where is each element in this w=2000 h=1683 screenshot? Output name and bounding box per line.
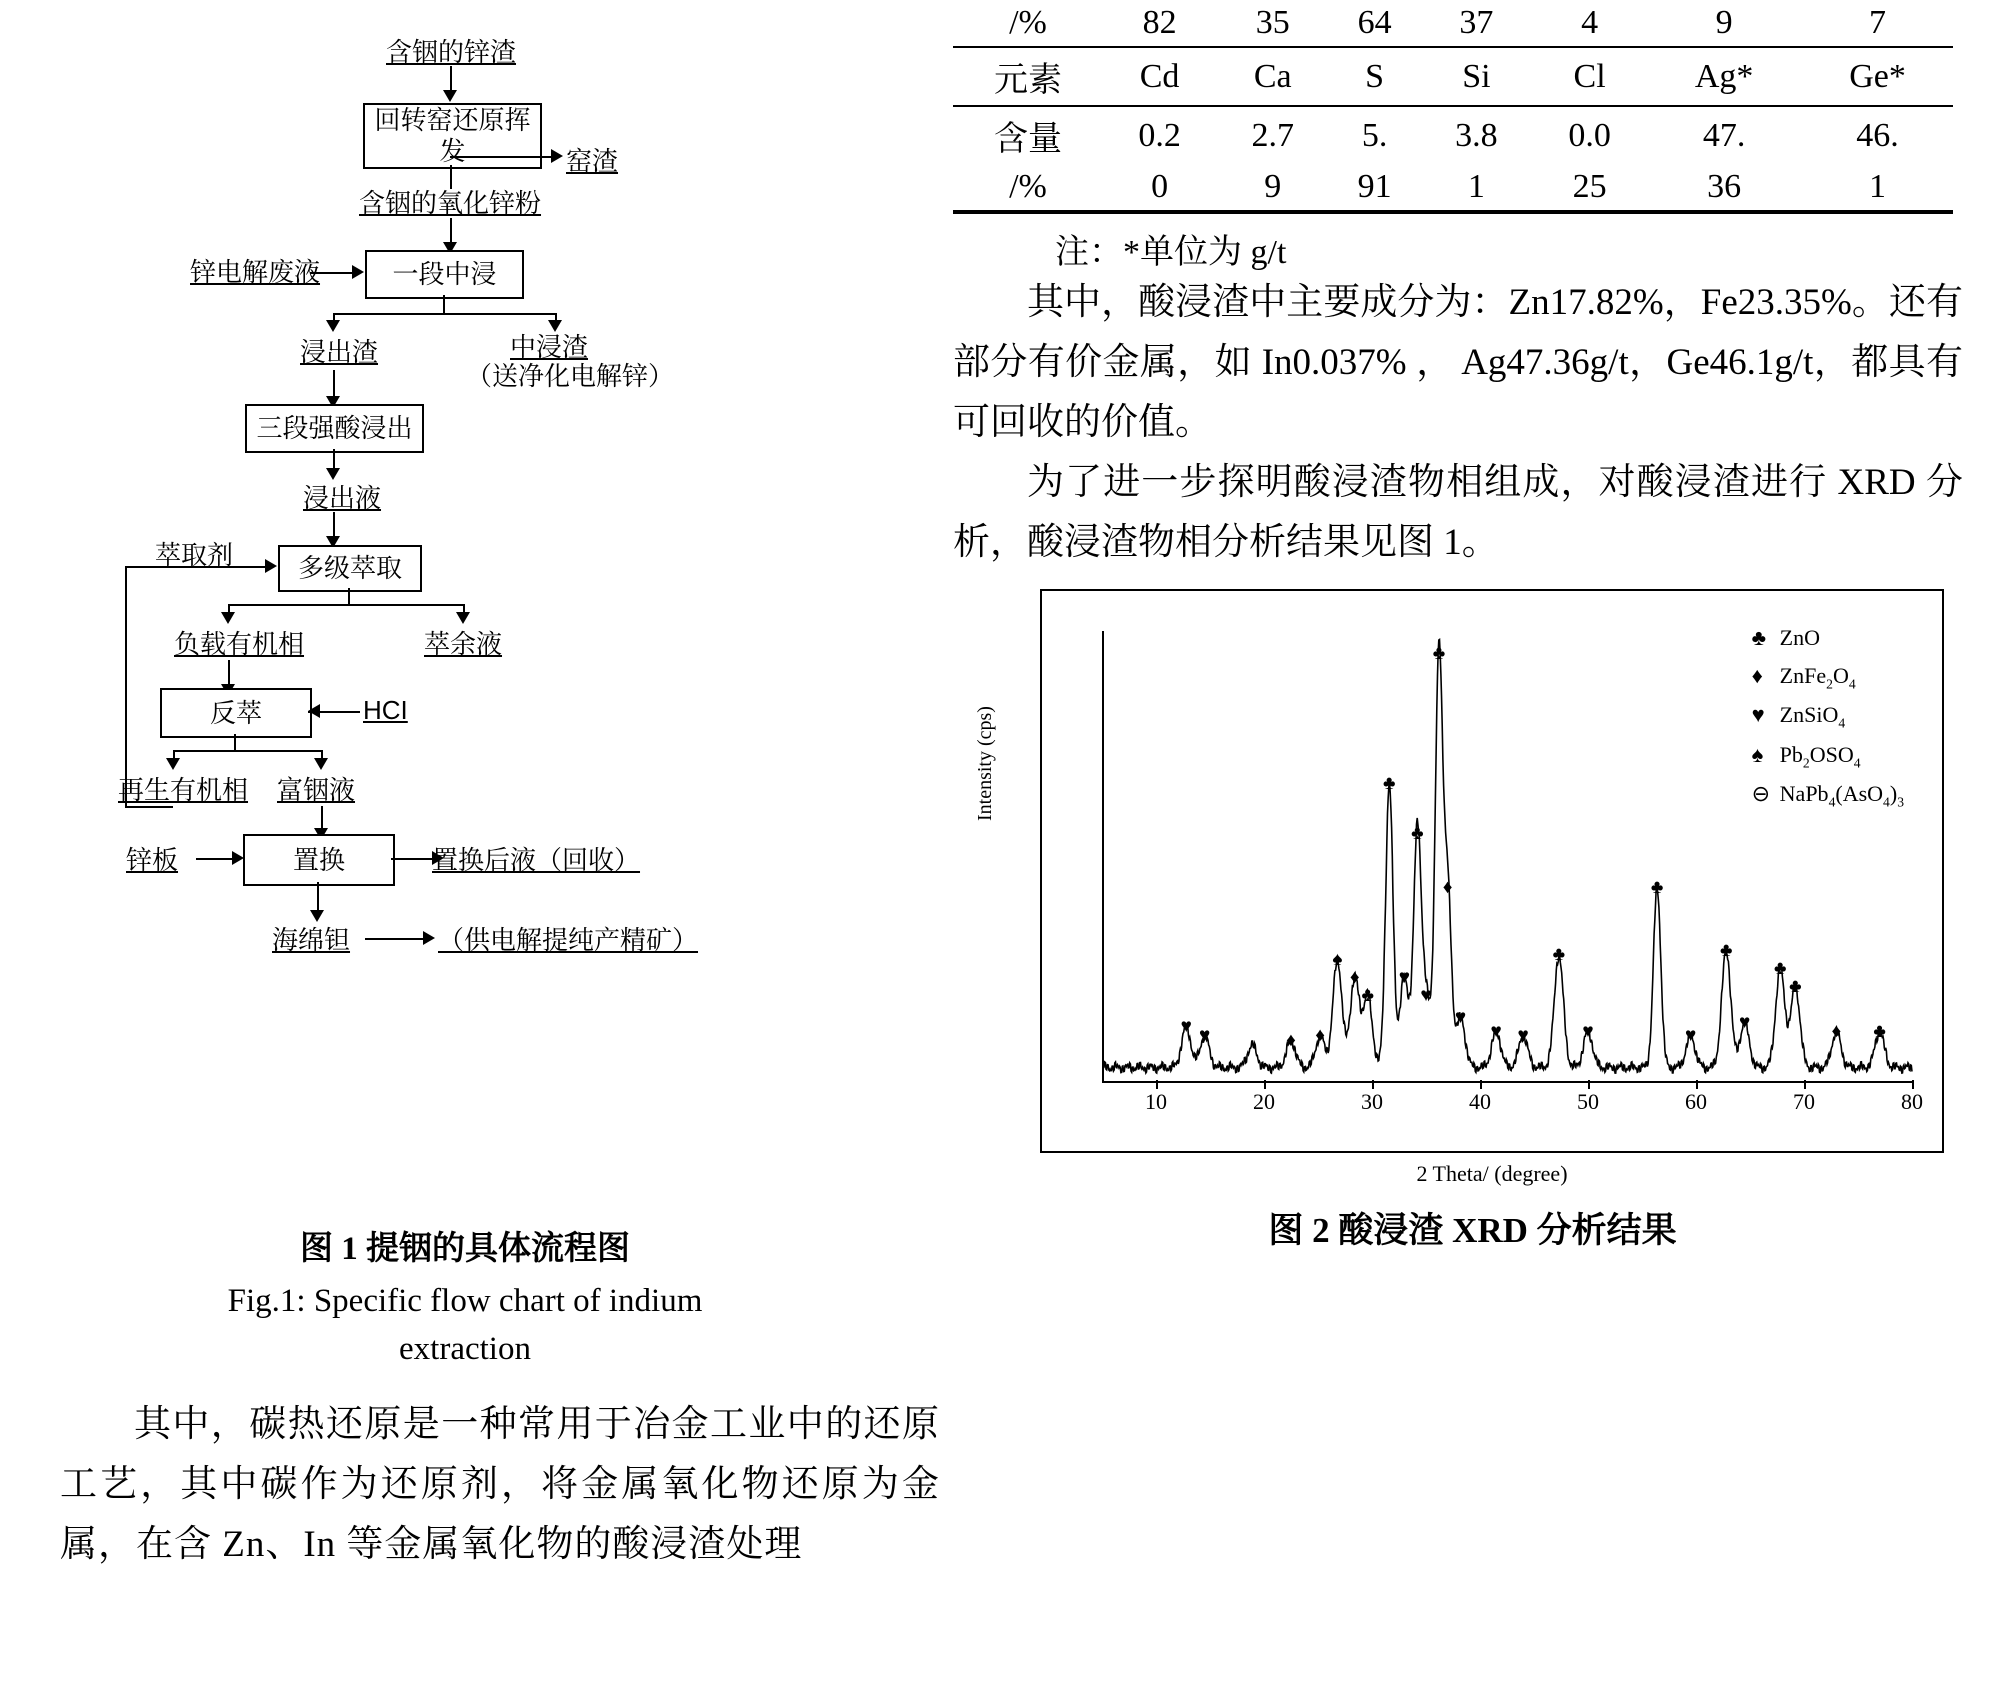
arrow-icon [551, 149, 563, 163]
chart-spectrum-line [1102, 631, 1914, 1083]
peak-marker: ♣ [1411, 822, 1424, 844]
cell: 36 [1646, 164, 1802, 212]
legend-label: $Pb_2OSO_4$ [1779, 741, 1861, 771]
left-paragraph: 其中，碳热还原是一种常用于冶金工业中的还原工艺，其中碳作为还原剂，将金属氧化物还原为金属，在含 Zn、In 等金属氧化物的酸浸渣处理 [60, 1404, 940, 1565]
arrow-icon [221, 612, 235, 624]
figure1-caption-en-line1: Fig.1: Specific flow chart of indium [227, 1283, 703, 1319]
x-tick-mark [1264, 1080, 1266, 1089]
peak-marker: ♣ [1774, 957, 1787, 979]
right-body-text [953, 273, 1963, 573]
node-kiln-residue: 窑渣 [566, 146, 619, 176]
legend-label: ZnO [1779, 624, 1820, 650]
x-tick-label: 30 [1361, 1088, 1383, 1114]
connector [196, 858, 236, 860]
node-raffinate: 萃余液 [424, 629, 503, 659]
cell: 0.0 [1533, 106, 1646, 164]
node-indium-rich-liquid: 富铟液 [277, 775, 356, 805]
node-zinc-oxide-powder: 含铟的氧化锌粉 [359, 188, 542, 218]
peak-marker: ♥ [1517, 1025, 1529, 1047]
peak-marker: ♥ [1738, 1011, 1751, 1033]
node-leach-residue: 浸出渣 [300, 337, 379, 367]
connector [450, 156, 555, 158]
cell: Ge* [1802, 47, 1953, 106]
cell: Ca [1216, 47, 1329, 106]
composition-table [953, 0, 1953, 214]
peak-marker: ♥ [1582, 1020, 1594, 1042]
left-body-text [60, 1395, 940, 1575]
x-tick-label: 20 [1253, 1088, 1275, 1114]
node-extractant: 萃取剂 [155, 540, 234, 570]
cell: 35 [1255, 4, 1290, 41]
arrow-icon [352, 265, 364, 279]
node-loaded-organic: 负载有机相 [174, 629, 305, 659]
node-sponge-indium: 海绵钽 [272, 925, 351, 955]
legend-symbol-napb4aso43: ⊖ [1751, 780, 1771, 806]
arrow-icon [265, 559, 277, 573]
chart-x-axis-label: 2 Theta/ (degree) [1416, 1160, 1568, 1186]
table-note: 注：*单位为 g/t [1055, 234, 1287, 271]
cell: 5. [1329, 106, 1420, 164]
x-tick-label: 50 [1577, 1088, 1599, 1114]
peak-marker: ♥ [1454, 1007, 1467, 1029]
peak-marker: ♥ [1180, 1016, 1192, 1038]
arrow-icon [326, 320, 340, 332]
cell: 25 [1533, 164, 1646, 212]
cell: S [1329, 47, 1420, 106]
cell: 0 [1103, 164, 1216, 212]
connector [333, 313, 555, 315]
x-tick-mark [1696, 1080, 1698, 1089]
cell: Si [1420, 47, 1533, 106]
connector [125, 566, 207, 568]
cell: 1 [1802, 164, 1953, 212]
peak-marker: ♣ [1650, 876, 1664, 898]
x-tick-label: 70 [1793, 1088, 1815, 1114]
peak-marker: ♠ [1332, 948, 1343, 970]
cell: 91 [1329, 164, 1420, 212]
arrow-icon [308, 704, 320, 718]
cell: 46. [1802, 106, 1953, 164]
right-column [945, 0, 2000, 1683]
figure1-caption-cn: 图 1 提铟的具体流程图 [300, 1231, 630, 1267]
node-mid-residue-note: （送净化电解锌） [466, 361, 675, 391]
arrow-icon [314, 758, 328, 770]
table-row [953, 0, 1953, 47]
table-row [953, 164, 1953, 212]
node-neutral-leach: 一段中浸 [365, 250, 524, 299]
legend-symbol-znsio4: ♥ [1751, 702, 1765, 728]
peak-marker: ♣ [1361, 984, 1374, 1006]
peak-marker: ♦ [1286, 1029, 1296, 1051]
peak-marker: ♥ [1684, 1025, 1697, 1047]
chart-y-axis-label: Intensity (cps) [974, 705, 996, 821]
cell: 2.7 [1216, 106, 1329, 164]
x-tick-mark [1588, 1080, 1590, 1089]
figure1-caption-en [0, 1278, 930, 1374]
connector [443, 295, 445, 313]
cell: 37 [1459, 4, 1494, 41]
x-tick-label: 40 [1469, 1088, 1491, 1114]
table-row [953, 47, 1953, 106]
peak-marker: ♥ [1490, 1020, 1502, 1042]
node-kiln: 回转窑还原挥发 [363, 103, 542, 169]
cell: Cl [1533, 47, 1646, 106]
row-label: /% [953, 164, 1103, 212]
right-paragraph-2: 为了进一步探明酸浸渣物相组成，对酸浸渣进行 XRD 分析，酸浸渣物相分析结果见图 1。 [953, 461, 1963, 563]
cell: Ag* [1646, 47, 1802, 106]
arrow-icon [443, 90, 457, 102]
peak-marker: ♣ [1552, 944, 1566, 966]
peak-marker: ♦ [1315, 1025, 1326, 1047]
x-tick-mark [1372, 1080, 1374, 1089]
x-tick-mark [1156, 1080, 1158, 1089]
peak-marker: ♣ [1720, 939, 1733, 961]
node-regenerated-organic: 再生有机相 [118, 775, 249, 805]
chart-x-tick-labels [1042, 1089, 1942, 1129]
cell: 9 [1216, 164, 1329, 212]
peak-marker: ♣ [1383, 773, 1396, 795]
node-post-displacement: 置换后液（回收） [432, 845, 641, 875]
cell: 3.8 [1420, 106, 1533, 164]
legend-label: ZnSiO$_4$ [1779, 702, 1846, 731]
row-label: 含量 [953, 106, 1103, 164]
x-tick-label: 60 [1685, 1088, 1707, 1114]
legend-symbol-znO: ♣ [1751, 624, 1767, 650]
node-strong-acid-leach: 三段强酸浸出 [245, 404, 424, 453]
node-hcl: HCI [363, 695, 408, 725]
x-tick-label: 10 [1145, 1088, 1167, 1114]
left-column [0, 0, 940, 1683]
figure1-flowchart [0, 0, 930, 1215]
node-displacement: 置换 [243, 834, 395, 886]
peak-marker: ♥ [1420, 984, 1432, 1006]
arrow-icon [456, 612, 470, 624]
figure1-caption-en-line2: extraction [399, 1330, 531, 1367]
connector [310, 272, 355, 274]
right-paragraph-1: 其中，酸浸渣中主要成分为：Zn17.82%，Fe23.35%。还有部分有价金属，如 In0.037% ， Ag47.36g/t，Ge46.1g/t，都具有可回收的价值。 [953, 282, 1963, 443]
node-final-note: （供电解提纯产精矿） [438, 925, 699, 955]
legend-symbol-znfe2o4: ♦ [1751, 663, 1763, 689]
table-row [953, 106, 1953, 164]
cell: 9 [1715, 4, 1733, 41]
cell: 0.2 [1103, 106, 1216, 164]
arrow-icon [166, 758, 180, 770]
node-zinc-plate: 锌板 [126, 845, 179, 875]
cell: Cd [1103, 47, 1216, 106]
legend-label: $NaPb_4(AsO_4)_3$ [1779, 780, 1904, 810]
legend-label: $ZnFe_2O_4$ [1779, 663, 1856, 692]
cell: 82 [1142, 4, 1177, 41]
peak-marker: ♣ [1432, 642, 1446, 664]
xrd-chart [974, 589, 1944, 1186]
x-tick-mark [1912, 1080, 1914, 1089]
figure2-caption: 图 2 酸浸渣 XRD 分析结果 [1268, 1210, 1677, 1250]
cell: 1 [1420, 164, 1533, 212]
node-mid-residue: 中浸渣 [510, 332, 589, 362]
peak-marker: ♦ [1442, 876, 1453, 898]
row-label: /% [1009, 4, 1047, 41]
arrow-icon [423, 931, 435, 945]
node-leachate: 浸出液 [303, 483, 382, 513]
cell: 64 [1357, 4, 1392, 41]
cell: 7 [1869, 4, 1887, 41]
node-waste-electrolyte: 锌电解废液 [190, 257, 321, 287]
x-tick-label: 80 [1901, 1088, 1923, 1114]
connector [228, 604, 463, 606]
legend-symbol-pb2oso4: ♠ [1751, 741, 1764, 767]
peak-marker: ♦ [1349, 966, 1360, 988]
peak-marker: ♥ [1398, 966, 1411, 988]
node-input-top: 含铟的锌渣 [386, 37, 517, 67]
cell: 4 [1581, 4, 1599, 41]
node-stripping: 反萃 [160, 688, 312, 738]
row-label: 元素 [953, 47, 1103, 106]
connector [205, 566, 270, 568]
connector [391, 858, 436, 860]
connector [173, 750, 321, 752]
x-tick-mark [1804, 1080, 1806, 1089]
connector [365, 938, 427, 940]
peak-marker: ♣ [1873, 1020, 1886, 1042]
connector [234, 734, 236, 750]
node-multistage-extraction: 多级萃取 [278, 545, 422, 592]
x-tick-mark [1480, 1080, 1482, 1089]
connector [348, 588, 350, 604]
peak-marker: ♦ [1831, 1020, 1842, 1042]
peak-marker: ♥ [1198, 1025, 1211, 1047]
peak-marker: ♣ [1789, 975, 1802, 997]
cell: 47. [1646, 106, 1802, 164]
